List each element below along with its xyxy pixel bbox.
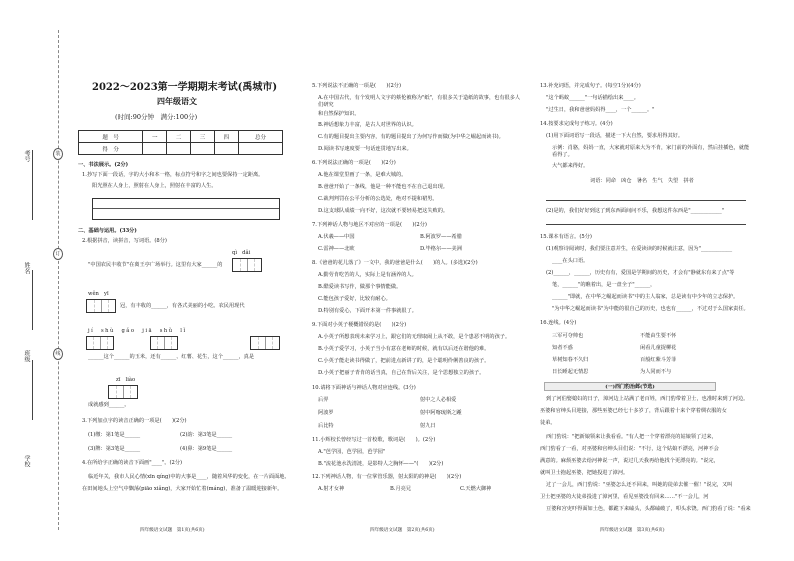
score-table bbox=[78, 130, 283, 155]
q7-option-c: C.雷神——北欧 bbox=[318, 246, 355, 252]
score-header: 题 号 bbox=[79, 131, 143, 143]
page-footer-1: 四年级语文试题 第1页(共6页) bbox=[140, 528, 205, 533]
name-line bbox=[32, 270, 33, 330]
binding-oval: 线 bbox=[53, 348, 63, 360]
q1-prompt: 1.抄写下面一段话，字的大小和本一格，标点符号和字之间也要保持一定距离。 bbox=[82, 172, 264, 178]
q15-sub-1-cont: ____在头口语。 bbox=[552, 258, 589, 264]
q10-left: 后羿 bbox=[318, 397, 329, 403]
score-cell[interactable] bbox=[167, 143, 191, 155]
q15-prompt: 15.课本有语言。(5分) bbox=[540, 234, 592, 240]
exam-no-label: 考号 bbox=[23, 150, 30, 162]
q15-sub-1: (1)观察诗阅读时，我们要注意并生，在爱读读的时候就注意，因为"____________ bbox=[546, 246, 733, 252]
q12-option-b: B.月亮兄 bbox=[390, 486, 412, 492]
q13-line-2: "过生日，我和爸爸妈妈得____，一个______。" bbox=[546, 107, 655, 113]
score-cell[interactable] bbox=[191, 143, 215, 155]
exam-subtitle: 四年级语文 bbox=[157, 96, 197, 106]
q2-line-4: 成就感到______。 bbox=[88, 402, 130, 408]
score-cell[interactable] bbox=[238, 143, 282, 155]
q15-sub-2-cont: 笔，______"的瞧着出，是一盘全子"______， bbox=[552, 282, 656, 288]
section-1-heading: 一、书法展示。(2分) bbox=[78, 162, 129, 168]
answer-line[interactable] bbox=[546, 200, 746, 201]
score-header: 一 bbox=[143, 131, 167, 143]
q5-option-b: B.神话想象力丰富，是古人对世界的认识。 bbox=[318, 122, 417, 128]
pinyin-row-4: zī liào bbox=[116, 377, 136, 383]
q3-prompt: 3.下列加点字的读音正确的一项是( )(2分) bbox=[82, 418, 187, 424]
q14-sub-1: (1)用下面词语写一段话，描述一下大自然，要求用得其好。 bbox=[546, 133, 684, 139]
score-header: 总分 bbox=[238, 131, 282, 143]
class-line bbox=[32, 360, 33, 420]
q2-line-1: "中国农民丰收节"在离王亭广场举行。这里有大家______的 bbox=[88, 262, 223, 268]
binding-oval: 订 bbox=[53, 248, 63, 260]
q16-left: 知者不惑 bbox=[552, 345, 573, 351]
passage-paragraph: 到了河伯娶媳妇的日子，漳河边上站满了老百姓，西门豹带着卫士，也准时来到了河边。 bbox=[546, 396, 749, 402]
passage-paragraph: 巫婆和官绅头目迎接，那些巫婆已经七十多岁了，背后跟着十来个穿着绸衣服的女 bbox=[540, 408, 727, 414]
q16-left: 三军可夺帅也 bbox=[552, 333, 584, 339]
binding-line bbox=[58, 30, 59, 530]
q12-option-c: C.天燃大御神 bbox=[460, 486, 492, 492]
char-grid[interactable] bbox=[150, 336, 178, 350]
q7-option-a: A.伏羲——中国 bbox=[318, 234, 355, 240]
q3-option: (3)牌：第3笔是______ bbox=[88, 446, 141, 452]
q6-option-d: D.这支球队成绩一向不好，这次就不要轻易把这失败的。 bbox=[318, 208, 449, 214]
q3-option: (1)缴：第1笔是______ bbox=[88, 432, 141, 438]
q8-option-c: C.能包孩子爱好，比较有耐心。 bbox=[318, 296, 391, 302]
passage-paragraph: 满意的。麻烦巫婆去给河神说一声，说过几天我再给他找个更漂亮的。"说完， bbox=[540, 458, 719, 464]
q9-option-a: A.小英子所想表现未来学习上，跟它们的无理取闹上从不敢，是个患恶不明的孩子。 bbox=[318, 334, 511, 340]
pinyin-row-1: qì dǎi bbox=[232, 250, 251, 256]
q14-example: 示例：肖骆，妈妈一直，大家就对原来大为不肯，家门前的外面有，然后挂插色，就能看得了。 bbox=[552, 145, 750, 158]
char-grid[interactable] bbox=[86, 336, 114, 350]
q9-option-c: C.小英子能走读书得做了，把前进点新讲了的，是个聪明伶俐善良的孩子。 bbox=[318, 358, 490, 364]
q7-prompt: 7.下列神话人物与地区不对应的一项是( )(2分) bbox=[312, 222, 427, 228]
score-header: 二 bbox=[167, 131, 191, 143]
q4-text-2: 在田间地头上空气中飘荡(piāo xiǎng)，大家开始忙着(máng)，准备了温暖迎接新年。 bbox=[82, 486, 283, 492]
passage-paragraph: 徒弟。 bbox=[540, 420, 556, 426]
q10-right: 射中之人必相爱 bbox=[420, 397, 457, 403]
q9-prompt: 9.下面对小英子梗概错误的是( )(2分) bbox=[312, 322, 407, 328]
q5-option-d: D.阅读书写速度要一句话连贯地写出来。 bbox=[318, 146, 412, 152]
q8-option-a: A.勤劳肯吃苦的人，实际上是有涵养的人。 bbox=[318, 272, 417, 278]
q14-sub-2: (2)是的，我们好好到这了到东西面间问不乐，我想这件东西是"____________" bbox=[546, 208, 725, 214]
passage-paragraph: 西门豹说："把新娘领来让我看看。"有人把一个穿着漂亮的姑娘领了过来， bbox=[546, 434, 717, 440]
q3-option: (4)鼻：第9笔是______ bbox=[180, 446, 233, 452]
passage-paragraph: 就叫卫士抱起巫婆，把她投进了漳河。 bbox=[540, 470, 629, 476]
passage-paragraph: 过了一会儿，西门豹说："巫婆怎么还不回来，叫她的徒弟去催一催！"说完，又叫 bbox=[546, 482, 733, 488]
passage-paragraph: 西门豹看了一看，对巫婆和官绅头目们说："不行，这个姑娘不漂亮，河神不会 bbox=[540, 446, 719, 452]
q16-right: 百般红紫斗芳菲 bbox=[640, 357, 677, 363]
school-label: 学校 bbox=[23, 455, 30, 467]
q2-line-3: ______这个______的玉米，还有______、红薯、花生，这个______，真是 bbox=[88, 354, 255, 360]
q16-right: 闲看儿童捉柳花 bbox=[640, 345, 677, 351]
q5-option-a-cont: 和自然保护知识。 bbox=[318, 111, 360, 117]
q8-prompt: 8.《爸爸的花儿落了》一文中，我的爸爸是什么( )的人。(多选)(2分) bbox=[312, 260, 478, 266]
q16-right: 不能由生要不怀 bbox=[640, 333, 677, 339]
q15-sub-2-cont: "为中华之崛起而读书"为中能的很自己的历史，也也有______，不过对于么国家责任。 bbox=[552, 306, 749, 312]
q2-line-2: 冠，有丰收的______，有各式美丽的小吃。农民用现代 bbox=[120, 303, 245, 309]
score-label: 得 分 bbox=[79, 143, 143, 155]
q11-prompt: 11.小辉校长曾经写过一首校歌，歌词是( )。(2分) bbox=[312, 437, 436, 443]
q10-prompt: 10.请将下面神话与神话人物对应连线。(3分) bbox=[312, 385, 416, 391]
class-label: 班级 bbox=[23, 350, 30, 362]
q13-prompt: 13.补充词语，并完成句子。(每空1分)(4分) bbox=[540, 83, 641, 89]
q11-option-b: B."流花池水洗清涟，是影特人之胸怀——"( )(2分) bbox=[318, 461, 444, 467]
q8-option-b: B.酷爱读书写作，做那个事情能做。 bbox=[318, 284, 402, 290]
q10-right: 射九日 bbox=[420, 423, 436, 429]
q3-option: (2)韵：第3笔是______ bbox=[180, 432, 233, 438]
q7-option-d: D.毕格尔——美洲 bbox=[420, 246, 462, 252]
exam-info: (时间:90分钟 满分:100分) bbox=[115, 113, 198, 121]
page-footer-3: 四年级语文试题 第3页(共6页) bbox=[600, 528, 665, 533]
passage-paragraph: 卫士把巫婆的大徒弟投进了漳河里，看见巫婆没有回来……"不一会儿，河 bbox=[540, 494, 709, 500]
score-header: 三 bbox=[191, 131, 215, 143]
q9-option-b: B.小英子爱学习，小英子当小有意在老师的时候，就有以后还在谐他的难。 bbox=[318, 346, 490, 352]
q6-option-c: C.裁判判罚在公平分析的公选处，绝对不提和裙男。 bbox=[318, 196, 438, 202]
q6-prompt: 6.下列说法正确的一项是( )(2分) bbox=[312, 160, 396, 166]
q16-left: 草树知春不久归 bbox=[552, 357, 589, 363]
char-grid[interactable] bbox=[232, 258, 262, 272]
score-cell[interactable] bbox=[214, 143, 238, 155]
q10-left: 后比特 bbox=[318, 423, 334, 429]
score-cell[interactable] bbox=[143, 143, 167, 155]
q12-option-a: A.射才女神 bbox=[318, 486, 345, 492]
q5-option-a: A.在中国古代，有个发明人文字的蔡伦被称为"纸"，有很多关于造纸的故事，也有很多人们研究 bbox=[318, 95, 521, 108]
q5-prompt: 5.下列说法不正确的一项是( )(2分) bbox=[312, 83, 401, 89]
q16-right: 为人同而不与 bbox=[640, 369, 672, 375]
exam-no-line bbox=[32, 150, 33, 220]
q8-option-d: D.特别有爱心，下面开本第一件事就很了。 bbox=[318, 308, 417, 314]
q7-option-b: B.阿波罗——希腊 bbox=[420, 234, 462, 240]
q16-prompt: 16.连线。(4分) bbox=[540, 320, 577, 326]
q6-option-a: A.他在课堂里画了一条，是难大城的。 bbox=[318, 172, 407, 178]
q6-option-b: B.爸爸开始了一条线，他是一种不能也不在自己退出现。 bbox=[318, 184, 448, 190]
q16-left: 日长睡起无情思 bbox=[552, 369, 589, 375]
char-grid[interactable] bbox=[108, 385, 138, 399]
char-grid[interactable] bbox=[250, 336, 280, 350]
name-label: 姓名 bbox=[23, 262, 30, 274]
pinyin-row-2: wěn yī bbox=[88, 291, 109, 297]
q13-line-1: "这个蚂蚁______"一句话描绘出来____。 bbox=[546, 95, 639, 101]
char-grid[interactable] bbox=[86, 299, 116, 313]
pinyin-row-3: jí shù gǎo jiā shǔ lǐ bbox=[88, 328, 187, 334]
q10-right: 射中阿喀琉斯之踵 bbox=[420, 410, 462, 416]
q10-left: 阿波罗 bbox=[318, 410, 334, 416]
q2-prompt: 2.根据拼音，读拼音，写词语。(8分) bbox=[82, 238, 167, 244]
q4-text-1: 临近年关，我市人民心情(xīn qíng)中的大事是____，随着风华的变化，在一片面面地、 bbox=[88, 474, 290, 480]
q9-option-d: D.小英子把丽子青肯的话当真，自己在背后关注，是个思想独立的孩子。 bbox=[318, 370, 485, 376]
q4-prompt: 4.在所给字正确的读音下面画"____"。(2分) bbox=[82, 460, 183, 466]
passage-title-banner: (一)西门豹治邺(节选) bbox=[544, 382, 716, 391]
score-header: 四 bbox=[214, 131, 238, 143]
exam-title: 2022～2023第一学期期末考试(禹城市) bbox=[92, 82, 278, 93]
q1-text: 阳光照在人身上，照射在人身上，照射在丰富的人生。 bbox=[92, 183, 217, 189]
handwriting-box[interactable] bbox=[92, 198, 280, 220]
q11-option-a: A."芭学园，芭学园，芭学园" bbox=[318, 449, 386, 455]
q14-example-cont: 大气都来得好。 bbox=[552, 163, 589, 169]
q14-prompt: 14.按要求完成句子练习。(4分) bbox=[540, 121, 613, 127]
q14-word-list: 词语：同命 凶仓 暑名 生气 失望 拼者 bbox=[590, 178, 694, 184]
q15-sub-2: (2)______，______，历史有有，爱国是学期间的历史，才会有"静就东有来了点"等 bbox=[546, 270, 735, 276]
q12-prompt: 12.下列神话人物，有一位掌管乐器，射太阳的的神是( )(2分) bbox=[312, 474, 462, 480]
binding-oval: 装 bbox=[53, 148, 63, 160]
q15-sub-2-cont: ______"即就，在中华之崛起而读书"中的主人翁家，总是读有中少年的立志保护。 bbox=[552, 294, 739, 300]
passage-paragraph: 豆婆和宫吏吓得面如土色，都跪下来磕头，头都磕破了，叩头求饶。西门豹看了说："看来 bbox=[546, 506, 751, 512]
section-2-heading: 二、基础与运用。(33分) bbox=[78, 228, 137, 234]
answer-line[interactable] bbox=[546, 224, 746, 225]
page-footer-2: 四年级语文试题 第2页(共6页) bbox=[370, 528, 435, 533]
q5-option-c: C.有的题目提出主要内容，有的题目提出了为何写作而做(为中华之崛起而读书)。 bbox=[318, 134, 504, 140]
